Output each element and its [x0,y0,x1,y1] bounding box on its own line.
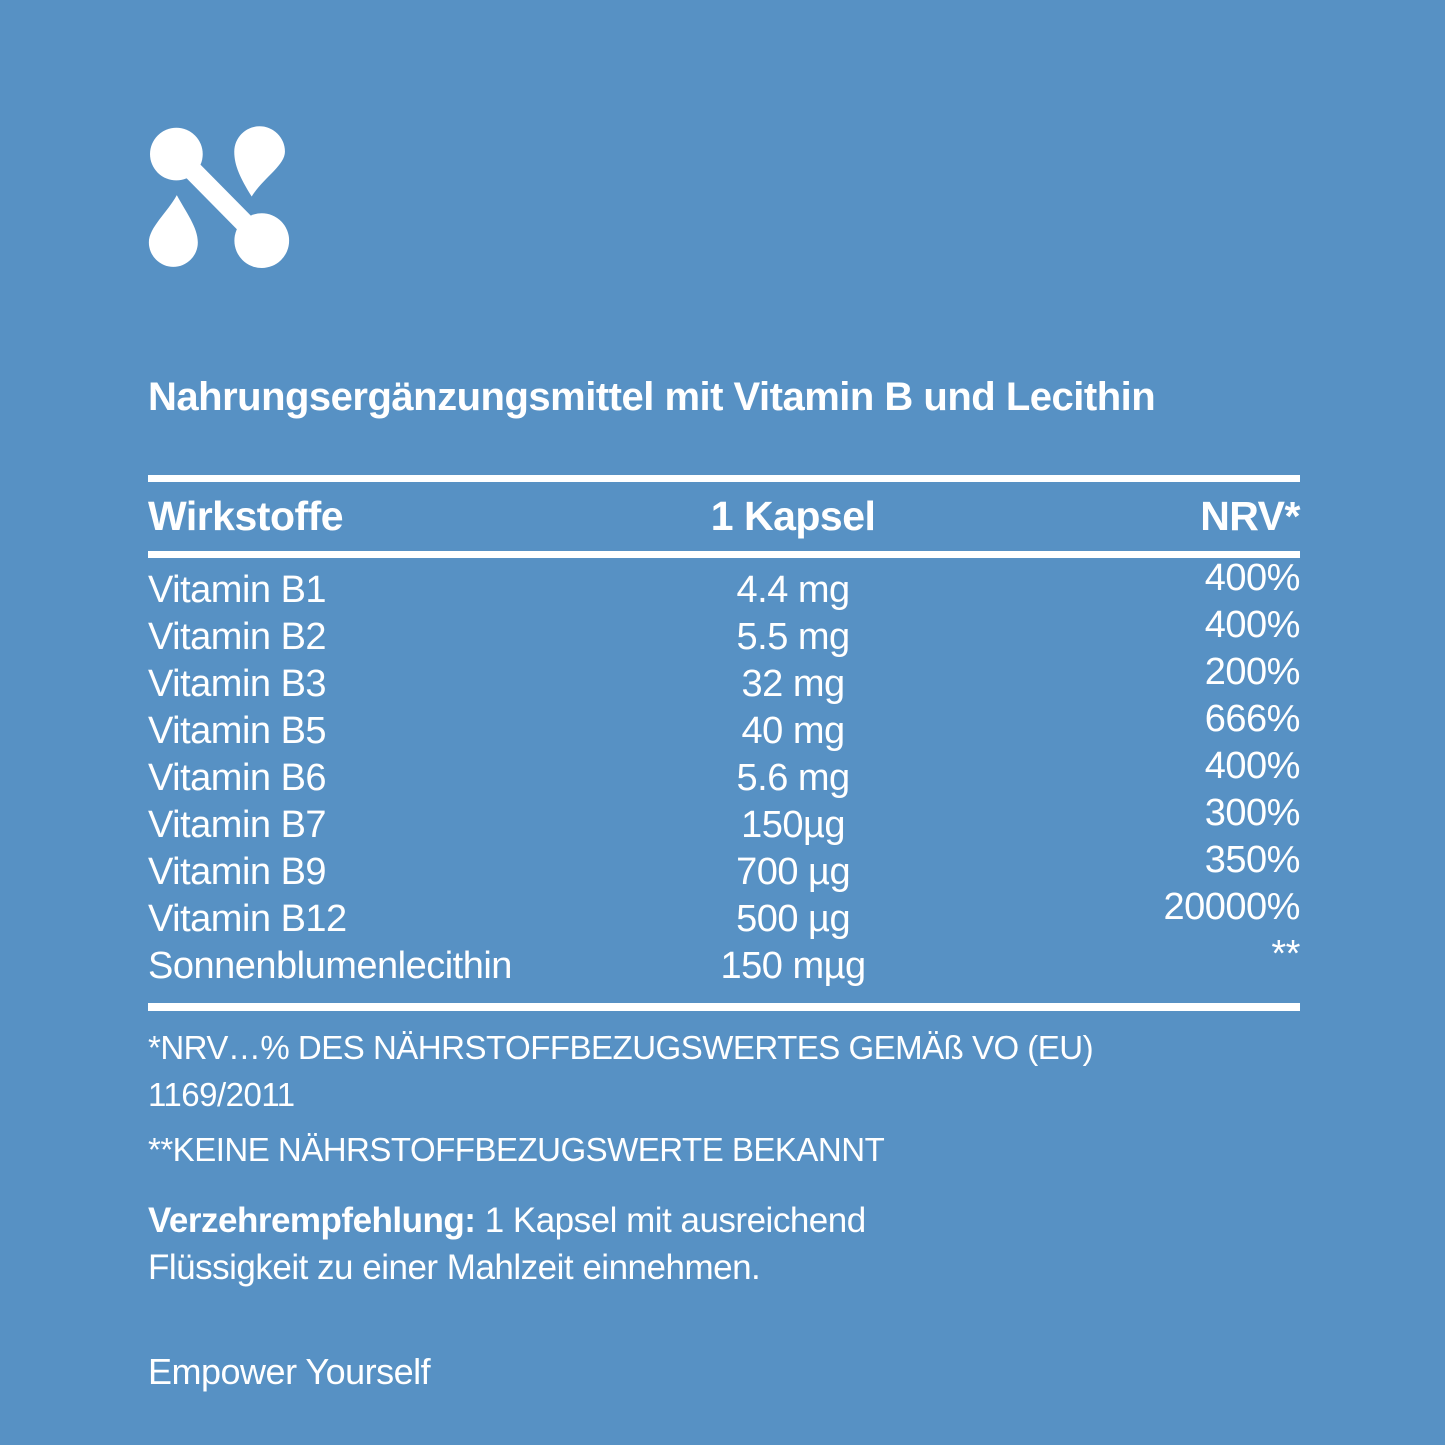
ingredient-name: Vitamin B6 [148,757,327,799]
ingredient-name: Vitamin B3 [148,663,327,705]
dosage-recommendation [148,1197,1308,1291]
ingredient-nrv: 200% [1204,651,1300,693]
brand-tagline: Empower Yourself [148,1351,431,1392]
dosage-text-part2: Flüssigkeit zu einer Mahlzeit einnehmen. [148,1248,761,1287]
dosage-text-part1: 1 Kapsel mit ausreichend [484,1201,866,1240]
header-ingredient: Wirkstoffe [148,493,344,539]
ingredient-name: Sonnenblumenlecithin [148,945,512,987]
ingredient-amount: 700 µg [736,851,851,893]
ingredient-nrv: 400% [1204,557,1300,599]
dosage-line1 [148,1197,1308,1244]
ingredient-name: Vitamin B5 [148,710,327,752]
ingredient-amount: 40 mg [741,710,845,752]
ingredient-nrv: 400% [1204,604,1300,646]
ingredient-amount: 5.5 mg [736,616,850,658]
ingredient-nrv: ** [1271,933,1300,975]
ingredient-name: Vitamin B9 [148,851,327,893]
ingredient-nrv: 300% [1204,792,1300,834]
ingredient-name: Vitamin B12 [148,898,347,940]
product-title: Nahrungsergänzungsmittel mit Vitamin B und Lecithin [148,375,1156,419]
ingredient-amount: 150µg [741,804,846,846]
ingredient-nrv: 20000% [1163,886,1300,928]
nrv-footnote-line2: 1169/2011 [148,1076,295,1113]
droplets-n-logo-icon [148,126,292,270]
nrv-footnote-line1: *NRV…% DES NÄHRSTOFFBEZUGSWERTES GEMÄß VO (EU) [148,1029,1094,1066]
header-amount: 1 Kapsel [710,493,876,539]
nutrition-table [148,475,1300,1011]
ingredient-amount: 150 mµg [720,945,866,987]
ingredient-nrv: 400% [1204,745,1300,787]
ingredient-name: Vitamin B2 [148,616,327,658]
ingredient-amount: 500 µg [736,898,851,940]
table-row [148,933,1300,990]
ingredient-amount: 4.4 mg [736,569,850,611]
ingredient-amount: 5.6 mg [736,757,850,799]
unknown-nrv-footnote: **KEINE NÄHRSTOFFBEZUGSWERTE BEKANNT [148,1131,885,1168]
ingredient-nrv: 350% [1204,839,1300,881]
ingredient-name: Vitamin B1 [148,569,327,611]
table-body [148,558,1300,1003]
dosage-label: Verzehrempfehlung: [148,1201,476,1240]
table-bottom-rule [148,1003,1300,1011]
nrv-footnote [148,1024,1308,1118]
ingredient-amount: 32 mg [741,663,845,705]
header-nrv: NRV* [1200,493,1300,539]
table-header-row [148,482,1300,551]
ingredient-nrv: 666% [1204,698,1300,740]
table-top-rule [148,475,1300,482]
ingredient-name: Vitamin B7 [148,804,327,846]
